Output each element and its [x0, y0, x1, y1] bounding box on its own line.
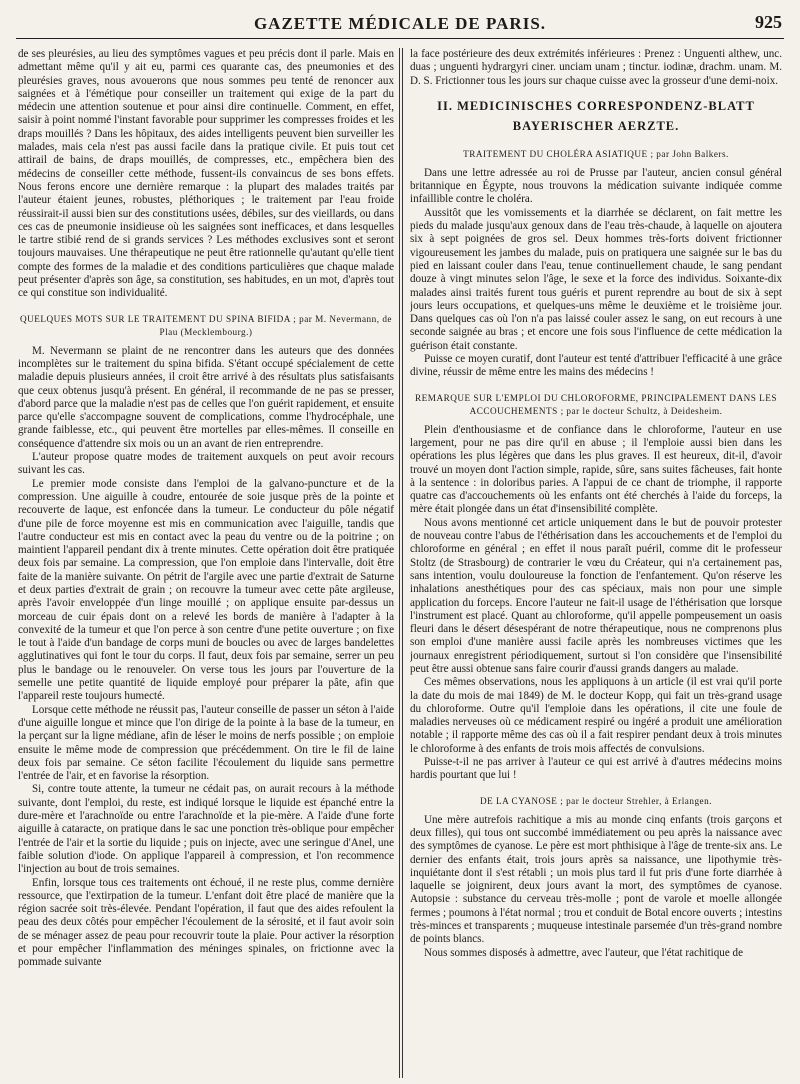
paragraph: Lorsque cette méthode ne réussit pas, l'auteur conseille de passer un séton à l'aide d'une aiguille longue et mince que l'on dirige de la pointe à la base de la tumeur, en la perçant sur la ligne médiane, afin de léser le moins de nerfs possible ; on emploie ensuite le même mode de compression que précédemment. On tire le fil de laine deux fois par semaine. Ce séton facilite l'écoulement du liquide sans permettre l'entrée de l'air, et en favorise la résorption.: [18, 703, 394, 783]
paragraph: Une mère autrefois rachitique a mis au monde cinq enfants (trois garçons et deux filles), qui tous ont succombé immédiatement ou peu après la naissance avec des symptômes de cyanose. Le père est mort phthisique à l'âge de trente-six ans. Le dernier des enfants était, trois jours après sa naissance, une lipothymie très-inquiétante dont il s'est rétabli ; un mois plus tard il fut pris d'une forte diarrhée à laquelle se joignirent, deux jours avant la mort, des symptômes de cyanose. Autopsie : substance du cerveau très-molle ; pont de varole et moelle allongée fermes ; poumons à l'état normal ; trou et conduit de Botal encore ouverts ; intestins très-minces et transparents ; muqueuse intestinale parsemée d'un très-grand nombre de points blancs.: [410, 813, 782, 946]
paragraph: Enfin, lorsque tous ces traitements ont échoué, il ne reste plus, comme dernière ressource, que l'extirpation de la tumeur. L'enfant doit être placé de manière que la région sacrée soit très-élevée. Pendant l'opération, il faut que des aides refoulent la peau des deux côtés pour empêcher l'écoulement de la sérosité, et il faut avoir soin de se ménager assez de peau pour recouvrir toute la plaie. Pour activer la résorption et pour empêcher l'inflammation des méninges spinales, on frictionne avec la pommade suivante: [18, 876, 394, 969]
article-heading-title: TRAITEMENT DU CHOLÉRA ASIATIQUE: [463, 148, 648, 159]
journal-title: GAZETTE MÉDICALE DE PARIS.: [253, 14, 547, 33]
article-heading-author: ; par John Balkers.: [647, 148, 729, 159]
paragraph: Le premier mode consiste dans l'emploi de la galvano-puncture et de la compression. Une aiguille à coudre, entourée de soie jusque près de la pointe et recouverte de laque, est enfoncée dans la tumeur. Le conducteur du pôle négatif d'une pile de force moyenne est mis en communication avec l'aiguille, tandis que l'autre conducteur est mis en contact avec la peau du ventre ou de la poitrine ; on maintient l'appareil pendant dix à trente minutes. Cette opération doit être pratiquée deux fois par semaine. La compression, que l'on emploie dans l'intervalle, doit être faite de la manière suivante. On pétrit de l'argile avec une partie d'extrait de Saturne et deux parties d'extrait de grain ; on recouvre la tumeur avec cette pâte argileuse, après l'avoir enveloppée d'un linge mouillé ; on applique ensuite par-dessus un morceau de cuir épais dont on a relevé les bords de manière à l'adapter à la convexité de la tumeur et que l'on perce à son centre d'une petite ouverture ; on fixe le tout à l'aide d'un bandage de corps muni de boucles ou avec de larges bandelettes agglutinatives qui font le tour du corps. Il faut, deux fois par semaine, serrer un peu plus le bandage ou le renouveler. On verse tous les jours par l'ouverture de la semelle une petite quantité de liquide employé pour préparer la pâte, afin que l'appareil reste toujours humecté.: [18, 477, 394, 703]
article-heading-title: DE LA CYANOSE: [479, 795, 558, 806]
paragraph: Nous avons mentionné cet article uniquement dans le but de pouvoir protester de nouveau contre l'abus de l'éthérisation dans les accouchements et de l'emploi du chloroforme en général ; en effet il nous paraît puéril, comme dit le professeur Stoltz (de Strasbourg) de contrarier le vœu du Créateur, qui n'a certainement pas, sans intention, voulu douloureuse la fonction de l'enfantement. Qu'on réserve les inhalations anesthétiques pour des cas spéciaux, mais non pour une simple application du forceps. Encore l'auteur ne fait-il usage de l'éthérisation que lorsque l'instrument est placé. Quant au chloroforme, qu'il appelle pompeusement un oasis fleuri dans le désert désespérant de notre thérapeutique, nous ne comprenons plus son emploi d'une manière aussi facile après les nombreuses victimes que les journaux enregistrent périodiquement, surtout si l'on considère que l'insensibilité peut être aussi obtenue sans faire courir d'aussi grands dangers au malade.: [410, 516, 782, 675]
page-number: 925: [755, 12, 782, 32]
section-heading: II. MEDICINISCHES CORRESPONDENZ-BLATT BAYERISCHER AERZTE.: [437, 98, 755, 133]
paragraph: la face postérieure des deux extrémités inférieures : Prenez : Unguenti althew, unc. duas ; unguenti hydrargyri ciner. unciam unam ; tinctur. iodinæ, drachm. unam. M. D. S. Frictionner tous les jours sur chaque cuisse avec la grosseur d'une demi-noix.: [410, 48, 782, 87]
paragraph: Dans une lettre adressée au roi de Prusse par l'auteur, ancien consul général britannique en Égypte, nous trouvons la médication suivante indiquée comme infaillible contre le choléra.: [410, 166, 782, 206]
article-heading-author: ; par le docteur Schultz, à Deidesheim.: [557, 405, 723, 416]
running-header: [16, 12, 784, 39]
article-heading-author: ; par M. Nevermann, de Plau (Mecklembourg.): [159, 313, 393, 337]
left-column: [18, 48, 394, 1078]
paragraph: Aussitôt que les vomissements et la diarrhée se déclarent, on fait mettre les pieds du malade jusqu'aux genoux dans de l'eau très-chaude, à laquelle on ajoutera six à sept poignées de gros sel. Deux hommes très-forts doivent frictionner vigoureusement les jambes du malade, puis on pratiquera une saignée sur le bas du pied en laissant couler dans l'eau, tenue continuellement chaude, le sang pendant douze à vingt minutes selon l'âge, le sexe et la force des individus. Soixante-dix malades ainsi traités furent tous guéris et purent reprendre au bout de six à sept jours leurs occupations, et quelques-uns même le deuxième et le troisième jour. Dans quelques cas où l'on n'a pas laissé couler assez le sang, on eut recours à une seconde saignée au bras ; et encore une fois sous l'influence de cette médication la guérison était constante.: [410, 206, 782, 352]
paragraph: Puisse-t-il ne pas arriver à l'auteur ce qui est arrivé à d'autres médecins moins hardis pourtant que lui !: [410, 756, 782, 782]
column-rule: [399, 48, 400, 1078]
paragraph: M. Nevermann se plaint de ne rencontrer dans les auteurs que des données incomplètes sur le traitement du spina bifida. S'étant occupé spécialement de cette maladie depuis plusieurs années, il croit être arrivé à des résultats plus satisfaisants que ceux obtenus jusqu'à présent. En général, il recommande de ne pas se presser, d'abord parce que la maladie n'est pas de celles que l'on guérit rapidement, et ensuite parce qu'elle s'accompagne souvent de complications, comme l'hydrocéphale, une grande faiblesse, etc., qui peuvent être mortelles par elles-mêmes. Il conseille en conséquence d'attendre six mois ou un an avant de rien entreprendre.: [18, 344, 394, 450]
paragraph: L'auteur propose quatre modes de traitement auxquels on peut avoir recours suivant les cas.: [18, 451, 394, 477]
right-column: [410, 48, 782, 1078]
article-heading-author: ; par le docteur Strehler, à Erlangen.: [557, 795, 713, 806]
paragraph: Plein d'enthousiasme et de confiance dans le chloroforme, l'auteur en use largement, pour ne pas dire qu'il en abuse ; il l'emploie aussi bien dans les opérations les plus légères que dans les plus graves. Il est heureux, dit-il, d'avoir trouvé un moyen dont l'action simple, rapide, sûre, sans suites fâcheuses, fait honte à la sentence : in doloribus paries. A l'appui de ce chant de triomphe, il rapporte quatre cas d'accouchements où les enfants ont été cherchés à l'aide du forceps, la mère était plongée dans un état d'insensibilité complète.: [410, 423, 782, 516]
paragraph: Puisse ce moyen curatif, dont l'auteur est tenté d'attribuer l'efficacité à une grâce divine, réussir de même entre les mains des médecins !: [410, 353, 782, 379]
paragraph: de ses pleurésies, au lieu des symptômes vagues et peu précis dont il parle. Mais en admettant même qu'il y ait eu, parmi ces quarante cas, des pneumonies et des pleurésies graves, nous avouerons que nous sommes peu tenté de renoncer aux saignées et à l'émétique pour conseiller un traitement qui exige de la part du médecin une attention soutenue et pour ainsi dire continuelle. Comment, en effet, saisir à point nommé l'instant favorable pour supprimer les compresses froides et les draps mouillés ? Dans les hôpitaux, des aides intelligents peuvent bien surveiller les malades, mais cela n'est pas aussi facile dans la pratique civile. Et puis tout cet attirail de bains, de draps mouillés, de compresses, etc., empêchera bien des médecins de conseiller cette méthode, fussent-ils convaincus de ses bons effets. Nous ferons encore une dernière remarque : la plupart des malades traités par l'auteur étaient jeunes, robustes, pléthoriques ; le traitement par l'eau froide réussirait-il aussi bien sur des constitutions usées, débiles, sur des vieillards, ou dans ces cas de pneumonie insidieuse où les saignées sont inefficaces, et dans lesquelles le tartre stibié rend de si grands services ? Les méthodes exclusives sont et seront toujours mauvaises. Une thérapeutique ne peut être rationnelle qu'autant qu'elle tient compte des formes de la maladie et des conditions particulières que chaque malade peut présenter d'après son âge, sa constitution, ses habitudes, en un mot, d'après tout ce qui constitue son individualité.: [18, 48, 394, 300]
article-heading-chloroforme: [410, 392, 782, 418]
paragraph: Si, contre toute attente, la tumeur ne cédait pas, on aurait recours à la méthode suivante, dont l'emploi, du reste, est indiqué lorsque le liquide est épanché entre la dure-mère et l'arachnoïde ou entre l'arachnoïde et la pie-mère. A l'aide d'une forte aiguille à cataracte, on pratique dans le sac une ponction très-oblique pour empêcher l'entrée de l'air et la sortie du liquide ; puis on injecte, avec une seringue d'Anel, une faible solution d'iode. On applique l'appareil à compression, et l'on recommence l'injection au bout de trois semaines.: [18, 783, 394, 876]
article-heading-cyanose: [410, 795, 782, 808]
article-heading-title: REMARQUE SUR L'EMPLOI DU CHLOROFORME, PRINCIPALEMENT DANS LES ACCOUCHEMENTS: [415, 392, 777, 416]
paragraph: Ces mêmes observations, nous les appliquons à un article (il est vrai qu'il porte la date du mois de mai 1849) de M. le docteur Kopp, qui fait un très-grand usage du chloroforme. Outre qu'il l'emploie dans les opérations, il cite une foule de maladies nerveuses où ce médicament respiré ou ingéré a produit une amélioration notable ; il rapporte même des cas où il a fait respirer pendant deux à trois minutes le chloroforme à des enfants de trois mois affectés de convulsions.: [410, 676, 782, 755]
article-heading-spina-bifida: [18, 313, 394, 339]
paragraph: Nous sommes disposés à admettre, avec l'auteur, que l'état rachitique de: [424, 946, 744, 959]
article-heading-title: QUELQUES MOTS SUR LE TRAITEMENT DU SPINA BIFIDA: [19, 313, 291, 324]
article-heading-cholera: [410, 148, 782, 161]
column-rule-inner: [402, 48, 403, 1078]
